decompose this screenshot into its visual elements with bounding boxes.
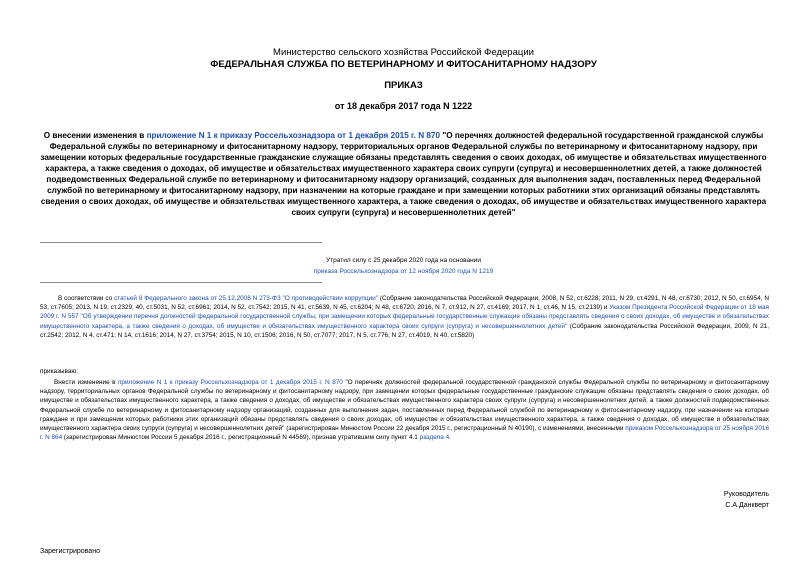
order-label: приказываю: xyxy=(40,368,78,375)
body-text-4: . xyxy=(449,434,451,442)
body-paragraph xyxy=(40,378,769,442)
preamble-text-1: В соответствии со xyxy=(58,295,115,302)
divider-bottom xyxy=(40,282,322,283)
order-date: от 18 декабря 2017 года N 1222 xyxy=(334,101,473,111)
registered-label: Зарегистрировано xyxy=(40,548,100,555)
body-link-section[interactable]: раздела 4 xyxy=(419,434,450,442)
document-type: ПРИКАЗ xyxy=(384,80,423,91)
body-link-order[interactable]: приказом Россельхознадзора от 25 ноября 2016 г. N 864 xyxy=(40,425,769,442)
lost-force-link[interactable]: приказа Россельхознадзора от 12 ноября 2020 года N 1219 xyxy=(313,268,494,275)
body-text-1: Внести изменение в xyxy=(54,379,118,386)
signature-name: С.А.Данкверт xyxy=(725,502,769,509)
title-rest: "О перечнях должностей федеральной государственной гражданской службы Федеральной службы по ветеринарному и фитосанитарному надзору, территориальных органов Федеральной службы по ветеринарному и фитосанитарному надзору, при замещении которых федеральные государственные гражданские служащие обязаны представлять сведения о своих доходах, об имуществе и обязательствах имущественного характера, а также сведения о доходах, об имуществе и обязательствах имущественного характера своих супруги (супруга) и несовершеннолетних детей, а также должностей подведомственных Федеральной службе по ветеринарному и фитосанитарному надзору организаций, созданных для выполнения задач, поставленных перед Федеральной службой по ветеринарному и фитосанитарному надзору, при назначении на которые граждане и при замещении которых работники этих организаций обязаны представлять сведения о своих доходах, об имуществе и обязательствах имущественного характера, а также сведения о доходах, об имуществе и обязательствах имущественного характера своих супруги (супруга) и несовершеннолетних детей" xyxy=(40,131,767,217)
document-title xyxy=(40,130,767,218)
divider-top xyxy=(40,242,322,243)
lost-force-note xyxy=(0,255,807,277)
body-text-2: "О перечнях должностей федеральной государственной гражданской службы Федеральной службы по ветеринарному и фитосанитарному надзору, территориальных органов Федеральной службы по ветеринарному и фитосанитарному надзору, при замещении которых федеральные государственные гражданские служащие обязаны представлять сведения о своих доходах, об имуществе и обязательствах имущественного характера, а также сведения о доходах, об имуществе и обязательствах имущественного характера своих супруги (супруга) и несовершеннолетних детей, а также должностей подведомственных Федеральной службе по ветеринарному и фитосанитарному надзору организаций, созданных для выполнения задач, поставленных перед Федеральной службой по ветеринарному и фитосанитарному надзору, при назначении на которые граждане и при замещении которых работники этих организаций обязаны представлять сведения о своих доходах, об имуществе и обязательствах имущественного характера, а также сведения о доходах, об имуществе и обязательствах имущественного характера своих супруги (супруга) и несовершеннолетних детей" (зарегистрирован Минюстом России 22 декабря 2015 г., регистрационный N 40190), с изменениями, внесенными xyxy=(40,379,769,433)
signature-role: Руководитель xyxy=(723,491,769,498)
preamble-link-decree[interactable]: Указом Президента Российской Федерации от 18 мая 2009 г. N 557 "Об утверждении перечня должностей федеральной государственной службы, при замещении которых федеральные государственные служащие обязаны представлять сведения о своих доходах, об имуществе и обязательствах имущественного характера, а также сведения о доходах, об имуществе и обязательствах имущественного характера своих супруги (супруга) и несовершеннолетних детей" xyxy=(40,304,769,330)
body-link-annex[interactable]: приложение N 1 к приказу Россельхознадзора от 1 декабря 2015 г. N 870 xyxy=(117,379,343,386)
preamble-text-3: (Собрание законодательства Российской Федерации, 2009, N 21, ст.2542; 2012, N 4, ст.471; N 14, ст.1616; 2014, N 27, ст.3754; 2015, N 10, ст.1506; 2016, N 50, ст.7077; 2017, N 5, ст.776, N 27, ст.4019, N 40, ст.5820) xyxy=(40,322,769,339)
title-prefix: О внесении изменения в xyxy=(43,131,147,140)
title-link[interactable]: приложение N 1 к приказу Россельхознадзора от 1 декабря 2015 г. N 870 xyxy=(146,131,441,140)
ministry-name: Министерство сельского хозяйства Российской Федерации xyxy=(273,47,534,58)
service-name: ФЕДЕРАЛЬНАЯ СЛУЖБА ПО ВЕТЕРИНАРНОМУ И ФИТОСАНИТАРНОМУ НАДЗОРУ xyxy=(210,59,597,70)
body-text-3: (зарегистрирован Минюстом России 5 декабря 2016 г., регистрационный N 44569), признав утратившим силу пункт 4.1 xyxy=(62,434,420,442)
preamble-paragraph xyxy=(40,294,769,340)
lost-force-text: Утратил силу с 25 декабря 2020 года на основании xyxy=(326,257,481,264)
preamble-link-law[interactable]: статьей 8 Федерального закона от 25.12.2008 N 273-ФЗ "О противодействии коррупции" xyxy=(114,295,378,302)
preamble-text-2: (Собрание законодательства Российской Федерации, 2008, N 52, ст.6228; 2011, N 29, ст.4291, N 48, ст.6730; 2012, N 50, ст.6954, N 53, ст.7605; 2013, N 19, ст.2329, 40, ст.5031, N 52, ст.6961; 2014, N 52, ст.7542; 2015, N 41, ст.5639, N 45, ст.6204; N 48, ст.6720; 2016, N 7, ст.912, N 27, ст.4169; 2017, N 1, ст.46, N 15, ст.2139) и xyxy=(40,295,769,312)
